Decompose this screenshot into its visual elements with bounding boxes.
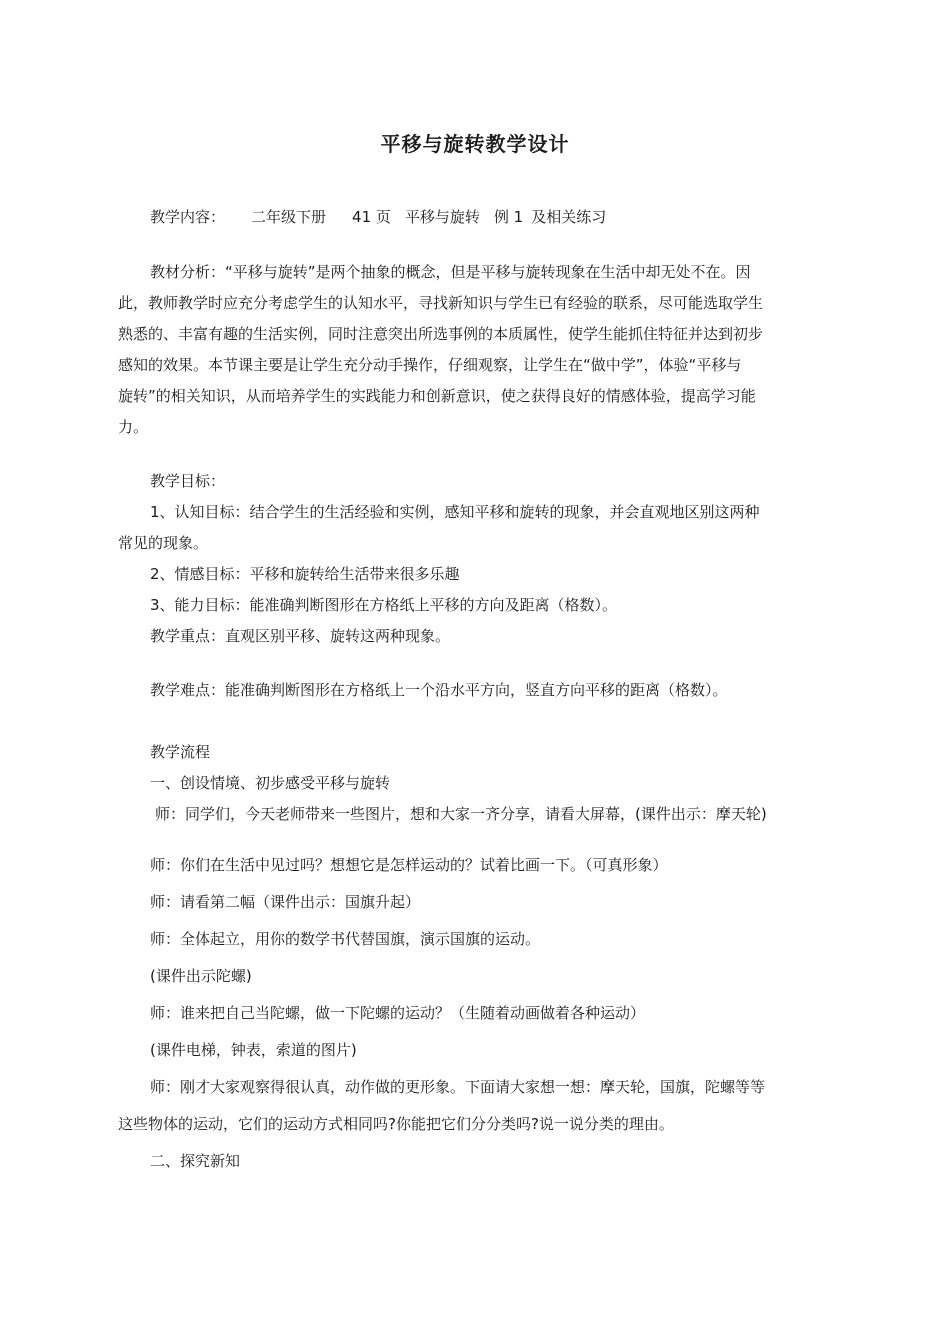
- flow-heading: 教学流程: [150, 743, 211, 761]
- paragraph: (课件电梯，钟表，索道的图片): [150, 1041, 357, 1059]
- content-extra: 及相关练习: [531, 208, 607, 226]
- analysis-line: 教材分析：“平移与旋转”是两个抽象的概念，但是平移与旋转现象在生活中却无处不在。因: [150, 263, 751, 281]
- content-example: 例 1: [493, 208, 524, 226]
- analysis-line: 感知的效果。本节课主要是让学生充分动手操作，仔细观察，让学生在“做中学”，体验“平移与: [118, 356, 742, 374]
- content-label: 教学内容：: [150, 208, 226, 226]
- analysis-line: 熟悉的、丰富有趣的生活实例，同时注意突出所选事例的本质属性，使学生能抓住特征并达到初步: [118, 325, 764, 343]
- document-title: 平移与旋转教学设计: [380, 132, 570, 156]
- paragraph: 师：请看第二幅（课件出示：国旗升起）: [150, 893, 421, 911]
- teaching-content-line: [150, 207, 848, 227]
- paragraph: (课件出示陀螺): [150, 967, 252, 985]
- content-topic: 平移与旋转: [404, 208, 480, 226]
- paragraph: 师：你们在生活中见过吗？想想它是怎样运动的？试着比画一下。（可真形象）: [150, 856, 668, 874]
- goal-ability: 3、能力目标：能准确判断图形在方格纸上平移的方向及距离（格数）。: [150, 596, 618, 614]
- paragraph-cont: 这些物体的运动，它们的运动方式相同吗?你能把它们分分类吗?说一说分类的理由。: [118, 1115, 674, 1133]
- paragraph: 师：同学们，今天老师带来一些图片，想和大家一齐分享，请看大屏幕，(课件出示：摩天轮): [155, 805, 767, 823]
- section-two-heading: 二、探究新知: [150, 1152, 241, 1170]
- analysis-line: 旋转”的相关知识，从而培养学生的实践能力和创新意识，使之获得良好的情感体验，提高学习能: [118, 387, 756, 405]
- key-point: 教学重点：直观区别平移、旋转这两种现象。: [150, 627, 451, 645]
- paragraph: 师：全体起立，用你的数学书代替国旗，演示国旗的运动。: [150, 930, 541, 948]
- difficulty: 教学难点：能准确判断图形在方格纸上一个沿水平方向，竖直方向平移的距离（格数）。: [150, 681, 728, 699]
- goal-cognitive: 1、认知目标：结合学生的生活经验和实例，感知平移和旋转的现象，并会直观地区别这两种: [150, 503, 760, 521]
- paragraph: 师：谁来把自己当陀螺，做一下陀螺的运动？（生随着动画做着各种运动）: [150, 1004, 646, 1022]
- goal-emotional: 2、情感目标：平移和旋转给生活带来很多乐趣: [150, 565, 460, 583]
- goal-cognitive-cont: 常见的现象。: [118, 534, 209, 552]
- analysis-line: 此，教师教学时应充分考虑学生的认知水平，寻找新知识与学生已有经验的联系，尽可能选取学生: [118, 294, 764, 312]
- content-grade: 二年级下册: [251, 208, 327, 226]
- paragraph: 师：刚才大家观察得很认真，动作做的更形象。下面请大家想一想：摩天轮，国旗，陀螺等等: [150, 1078, 766, 1096]
- content-page: 41 页: [352, 208, 391, 226]
- section-one-heading: 一、创设情境、初步感受平移与旋转: [150, 774, 391, 792]
- analysis-line: 力。: [118, 418, 149, 436]
- goals-heading: 教学目标：: [150, 472, 226, 490]
